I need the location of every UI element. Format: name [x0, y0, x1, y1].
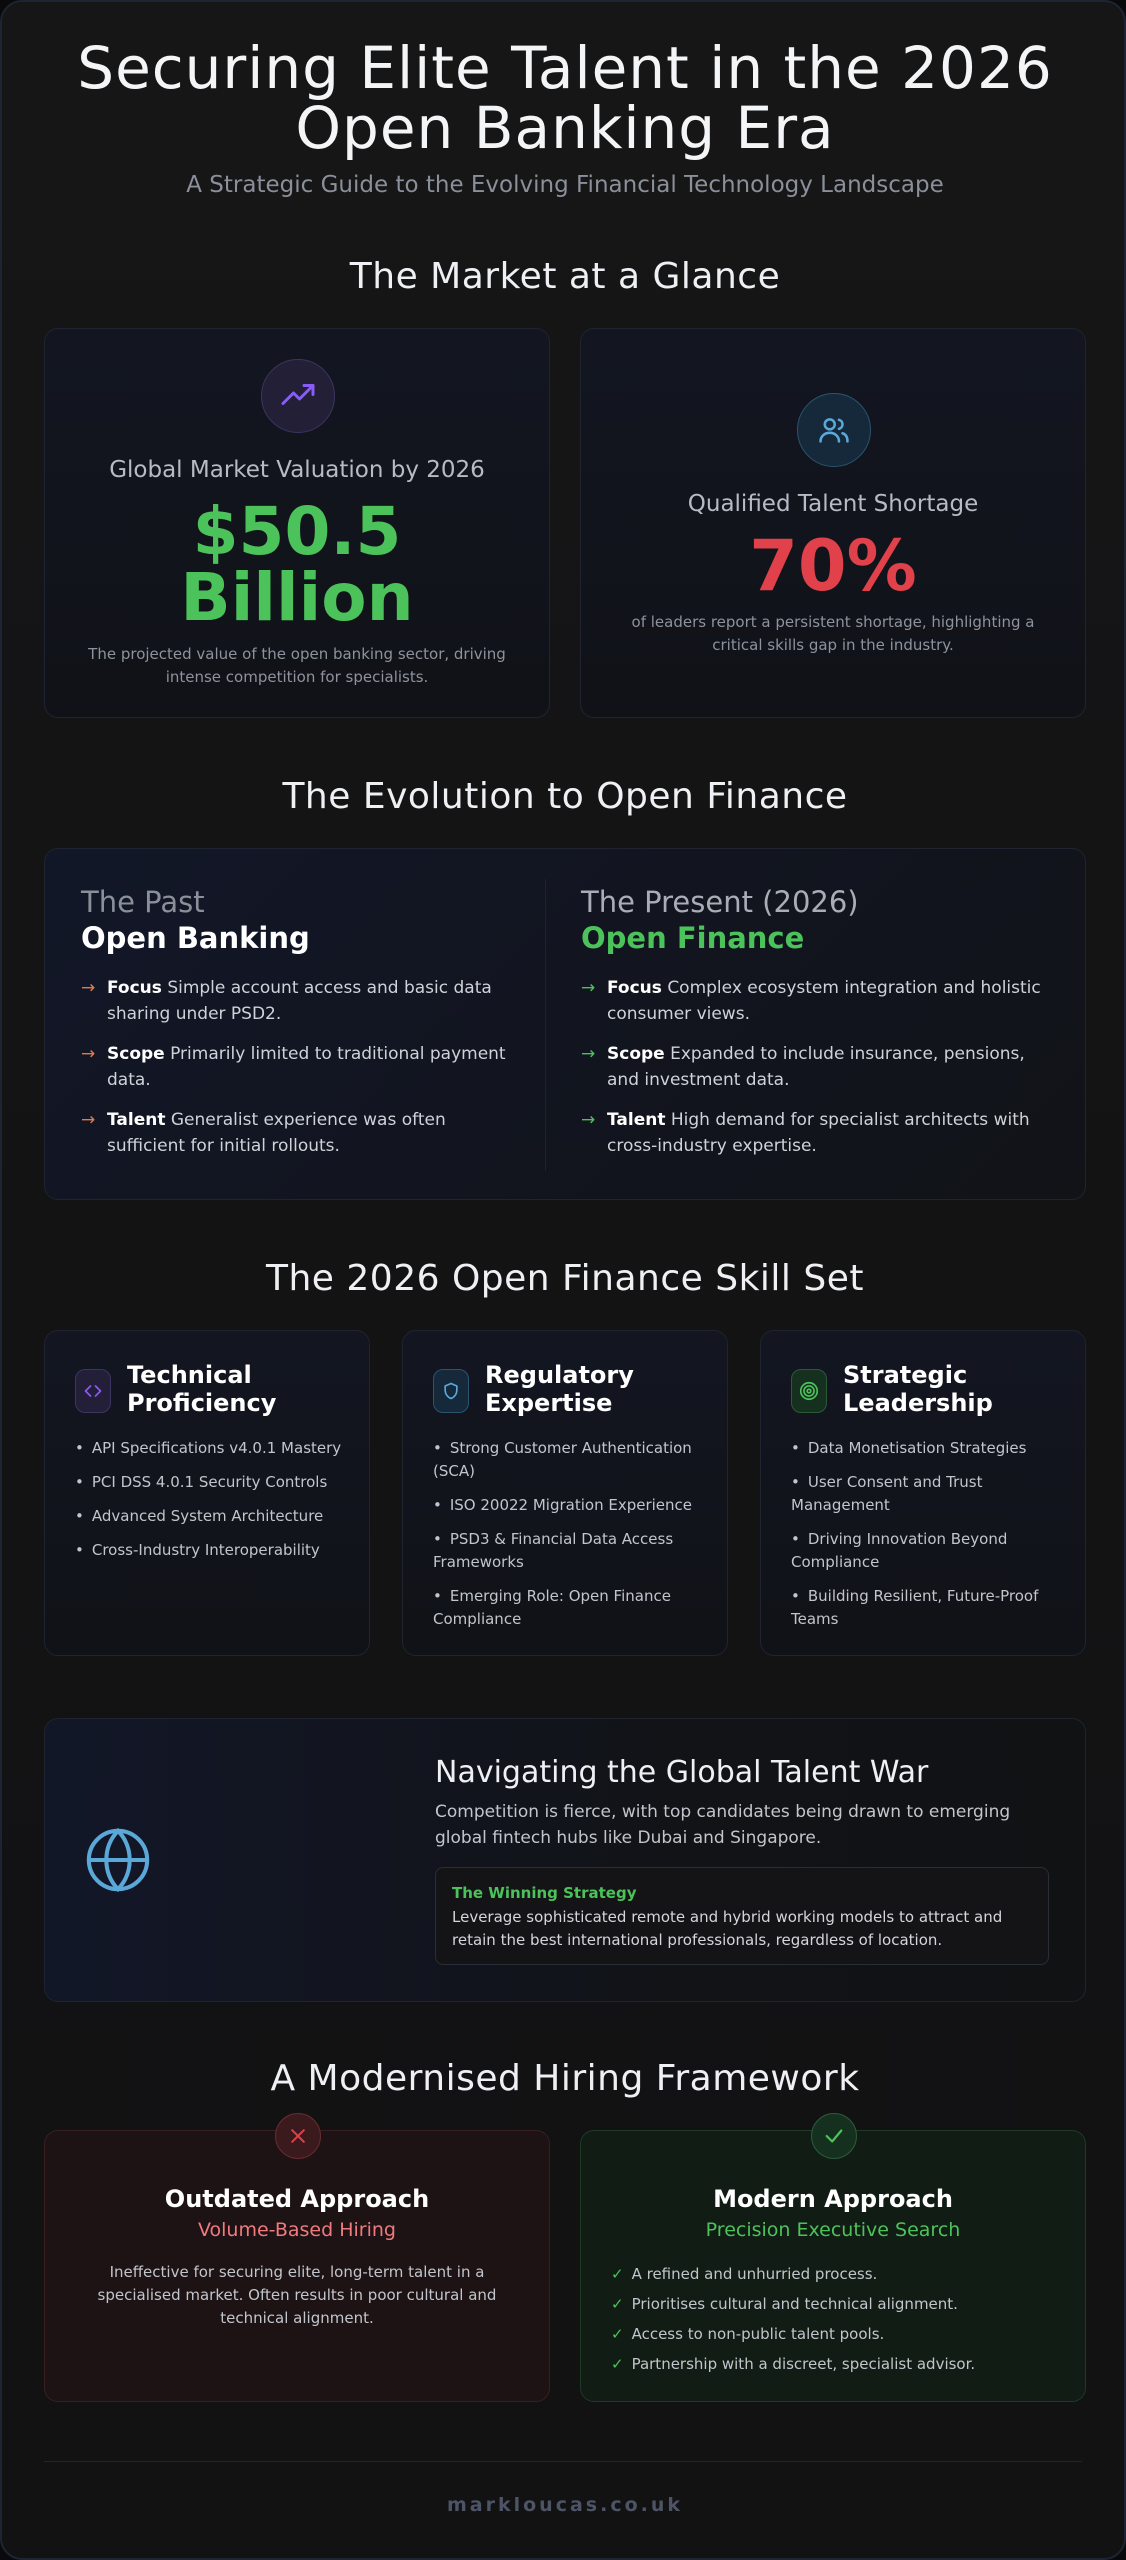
code-icon [75, 1369, 111, 1413]
arrow-right-icon: → [81, 1110, 96, 1130]
talent-shortage-label: Qualified Talent Shortage [687, 491, 979, 517]
skill-item: • Driving Innovation Beyond Compliance [791, 1530, 1008, 1571]
present-item-text: Expanded to include insurance, pensions, and investment data. [607, 1044, 1025, 1090]
skill-title [127, 1361, 276, 1417]
skill-title [485, 1361, 634, 1417]
section-title-evolution: The Evolution to Open Finance [282, 776, 848, 817]
past-item-term: Focus [107, 978, 162, 998]
skill-title-line1: Technical [127, 1361, 252, 1389]
modern-title: Modern Approach [713, 2185, 953, 2213]
skill-item: • Emerging Role: Open Finance Compliance [433, 1587, 671, 1628]
arrow-right-icon: → [581, 978, 596, 998]
check-icon [811, 2113, 857, 2159]
skill-item: • PSD3 & Financial Data Access Frameworks [433, 1530, 674, 1571]
talent-war-text: Competition is fierce, with top candidates being drawn to emerging global fintech hubs like Dubai and Singapore. [435, 1802, 1011, 1848]
shield-icon [433, 1369, 469, 1413]
valuation-card [44, 328, 550, 718]
modern-item-text: A refined and unhurried process. [631, 2265, 878, 2283]
skill-item-text: Building Resilient, Future-Proof Teams [791, 1587, 1039, 1628]
skill-item-text: Cross-Industry Interoperability [91, 1541, 320, 1559]
skill-list [433, 1437, 703, 1642]
skill-item-text: ISO 20022 Migration Experience [449, 1496, 693, 1514]
page-title-line1: Securing Elite Talent in the 2026 [77, 34, 1053, 102]
page-title-line2: Open Banking Era [295, 94, 835, 162]
arrow-right-icon: → [81, 1044, 96, 1064]
present-item-term: Talent [607, 1110, 666, 1130]
present-heading: Open Finance [581, 921, 805, 955]
present-item-text: Complex ecosystem integration and holistic consumer views. [607, 978, 1041, 1024]
page-subtitle: A Strategic Guide to the Evolving Financial Technology Landscape [186, 172, 944, 198]
page-title [2, 34, 1126, 162]
valuation-value [45, 493, 549, 636]
present-item-term: Scope [607, 1044, 665, 1064]
footer-link[interactable]: markloucas.co.uk [446, 2494, 684, 2516]
modern-item [611, 2289, 1065, 2319]
modern-subtitle: Precision Executive Search [705, 2219, 961, 2241]
x-icon [275, 2113, 321, 2159]
past-item-scope [81, 1041, 521, 1093]
past-item-text: Simple account access and basic data sharing under PSD2. [107, 978, 492, 1024]
valuation-value-line2: Billion [180, 559, 414, 636]
past-item-text: Generalist experience was often sufficient for initial rollouts. [107, 1110, 446, 1156]
past-item-focus [81, 975, 521, 1027]
winning-strategy-box [435, 1867, 1049, 1965]
arrow-right-icon: → [581, 1110, 596, 1130]
talent-shortage-card [580, 328, 1086, 718]
footer-divider [44, 2461, 1082, 2462]
evolution-card [44, 848, 1086, 1200]
check-icon: ✓ [611, 2325, 624, 2343]
outdated-title: Outdated Approach [164, 2185, 430, 2213]
present-item-text: High demand for specialist architects with cross-industry expertise. [607, 1110, 1030, 1156]
skill-item-text: PSD3 & Financial Data Access Frameworks [433, 1530, 674, 1571]
outdated-text: Ineffective for securing elite, long-term talent in a specialised market. Often results in poor cultural and technical alignment. [97, 2263, 497, 2327]
past-heading: Open Banking [81, 921, 310, 955]
winning-strategy-text: Leverage sophisticated remote and hybrid working models to attract and retain the best international professionals, regardless of location. [452, 1908, 1003, 1949]
skill-item: • User Consent and Trust Management [791, 1473, 983, 1514]
skill-item-text: PCI DSS 4.0.1 Security Controls [91, 1473, 328, 1491]
present-item-talent [581, 1107, 1051, 1159]
modern-item-text: Access to non-public talent pools. [631, 2325, 885, 2343]
skill-title-line2: Expertise [485, 1389, 613, 1417]
present-item-scope [581, 1041, 1051, 1093]
modern-item [611, 2259, 1065, 2289]
valuation-value-line1: $50.5 [192, 493, 402, 570]
modern-item [611, 2319, 1065, 2349]
skill-item-text: Emerging Role: Open Finance Compliance [433, 1587, 671, 1628]
arrow-right-icon: → [581, 1044, 596, 1064]
skill-title-line1: Strategic [843, 1361, 968, 1389]
target-icon [791, 1369, 827, 1413]
users-icon [797, 393, 871, 467]
modern-item-text: Partnership with a discreet, specialist advisor. [631, 2355, 976, 2373]
modern-approach-card [580, 2130, 1086, 2402]
valuation-description: The projected value of the open banking sector, driving intense competition for specialists. [88, 645, 506, 686]
present-list [581, 975, 1051, 1159]
past-item-talent [81, 1107, 521, 1159]
skill-title-line2: Proficiency [127, 1389, 277, 1417]
skill-list [75, 1437, 345, 1573]
skill-item-text: API Specifications v4.0.1 Mastery [91, 1439, 342, 1457]
skill-item: • Data Monetisation Strategies [791, 1439, 1027, 1457]
skill-item: • ISO 20022 Migration Experience [433, 1496, 693, 1514]
skill-item: • Advanced System Architecture [75, 1507, 324, 1525]
skill-title-line1: Regulatory [485, 1361, 634, 1389]
past-item-term: Scope [107, 1044, 165, 1064]
section-title-market: The Market at a Glance [349, 256, 781, 297]
check-icon: ✓ [611, 2355, 624, 2373]
past-item-term: Talent [107, 1110, 166, 1130]
skill-item: • Strong Customer Authentication (SCA) [433, 1439, 692, 1480]
skill-list [791, 1437, 1061, 1642]
globe-icon [83, 1825, 153, 1899]
skill-card-strategic [760, 1330, 1086, 1656]
skill-title-line2: Leadership [843, 1389, 993, 1417]
skill-item: • API Specifications v4.0.1 Mastery [75, 1439, 342, 1457]
skill-item: • Cross-Industry Interoperability [75, 1541, 320, 1559]
skill-card-regulatory [402, 1330, 728, 1656]
evolution-present [581, 885, 1051, 1173]
check-icon: ✓ [611, 2265, 624, 2283]
skill-item: • Building Resilient, Future-Proof Teams [791, 1587, 1039, 1628]
skill-title [843, 1361, 993, 1417]
trending-up-icon [261, 359, 335, 433]
skill-item-text: User Consent and Trust Management [791, 1473, 983, 1514]
skill-item-text: Data Monetisation Strategies [807, 1439, 1027, 1457]
modern-list [611, 2259, 1065, 2379]
present-item-term: Focus [607, 978, 662, 998]
talent-war-card [44, 1718, 1086, 2002]
skill-item-text: Advanced System Architecture [91, 1507, 324, 1525]
modern-item-text: Prioritises cultural and technical alignment. [631, 2295, 958, 2313]
skill-item: • PCI DSS 4.0.1 Security Controls [75, 1473, 328, 1491]
skill-item-text: Strong Customer Authentication (SCA) [433, 1439, 692, 1480]
outdated-approach-card [44, 2130, 550, 2402]
talent-war-title: Navigating the Global Talent War [435, 1755, 929, 1790]
past-item-text: Primarily limited to traditional payment data. [107, 1044, 506, 1090]
past-kicker: The Past [81, 885, 205, 919]
evolution-divider [545, 879, 546, 1171]
present-kicker: The Present (2026) [581, 885, 859, 919]
skill-card-technical [44, 1330, 370, 1656]
section-title-skills: The 2026 Open Finance Skill Set [266, 1258, 864, 1299]
arrow-right-icon: → [81, 978, 96, 998]
modern-item [611, 2349, 1065, 2379]
check-icon: ✓ [611, 2295, 624, 2313]
section-title-hiring: A Modernised Hiring Framework [270, 2058, 860, 2099]
outdated-subtitle: Volume-Based Hiring [198, 2219, 396, 2241]
talent-shortage-value: 70% [749, 525, 917, 607]
winning-strategy-label: The Winning Strategy [452, 1884, 637, 1902]
past-list [81, 975, 521, 1159]
valuation-label: Global Market Valuation by 2026 [109, 457, 485, 483]
present-item-focus [581, 975, 1051, 1027]
evolution-past [81, 885, 521, 1173]
skill-item-text: Driving Innovation Beyond Compliance [791, 1530, 1008, 1571]
talent-shortage-description: of leaders report a persistent shortage, highlighting a critical skills gap in the industry. [631, 613, 1035, 654]
